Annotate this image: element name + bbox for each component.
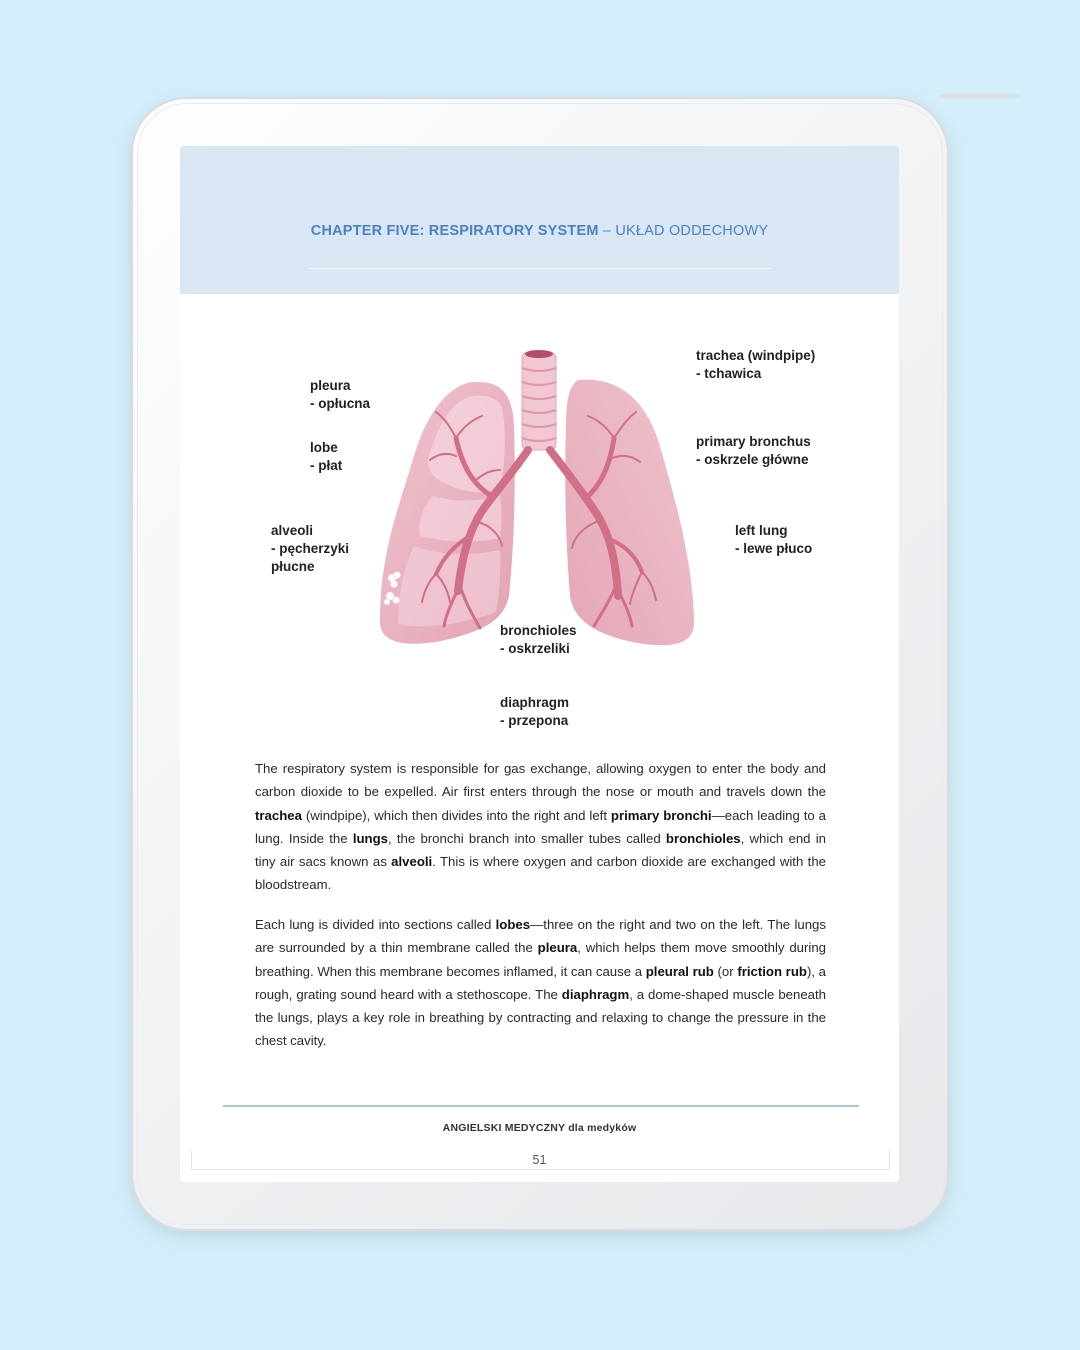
header-divider	[308, 268, 771, 269]
tablet-power-button	[939, 94, 1019, 98]
label-primary-bronchus: primary bronchus - oskrzele główne	[696, 434, 811, 467]
bold-term: pleura	[537, 940, 578, 956]
label-pleura: pleura - opłucna	[310, 378, 370, 411]
text-run: , the bronchi branch into smaller tubes called	[387, 830, 666, 846]
left-lung	[565, 380, 694, 646]
text-run: ), a rough, grating sound heard with a stethoscope. The	[255, 963, 826, 1002]
text-run: , which end in tiny air sacs known as	[255, 830, 826, 870]
bold-term: trachea	[255, 807, 302, 823]
label-bronchioles: bronchioles - oskrzeliki	[500, 623, 577, 656]
bold-term: alveoli	[391, 854, 433, 870]
paragraph-lobes-pleura	[255, 913, 826, 1053]
chapter-title-english: CHAPTER FIVE: RESPIRATORY SYSTEM	[310, 223, 599, 239]
bold-term: diaphragm	[561, 986, 630, 1002]
label-lobe: lobe - płat	[310, 440, 343, 473]
text-run: The respiratory system is responsible for gas exchange, allowing oxygen to enter the body and carbon dioxide to be expelled. Air first enters through the nose or mouth and travels down the	[255, 761, 826, 800]
text-run: , a dome-shaped muscle beneath the lungs, plays a key role in breathing by contracting and relaxing to change the pressure in the chest cavity.	[255, 986, 826, 1049]
text-run: —each leading to a lung. Inside the	[255, 807, 826, 846]
page-number: 51	[532, 1153, 547, 1167]
text-run: —three on the right and two on the left. The lungs are surrounded by a thin membrane called the	[255, 917, 826, 956]
chapter-title-polish: – UKŁAD ODDECHOWY	[598, 223, 769, 239]
label-trachea: trachea (windpipe) - tchawica	[696, 348, 816, 381]
bold-term: primary bronchi	[610, 807, 712, 823]
paragraph-gas-exchange	[255, 757, 826, 897]
footer-book-title: ANGIELSKI MEDYCZNY dla medyków	[442, 1122, 637, 1134]
trachea	[522, 352, 556, 450]
chapter-header	[180, 146, 899, 294]
label-left-lung: left lung - lewe płuco	[735, 523, 813, 556]
text-run: , which helps them move smoothly during breathing. When this membrane becomes inflamed, it can cause a	[255, 940, 826, 979]
text-run: Each lung is divided into sections called	[255, 917, 496, 932]
bold-term: lobes	[495, 917, 531, 932]
label-diaphragm: diaphragm - przepona	[500, 695, 570, 728]
text-run: (windpipe), which then divides into the right and left	[301, 807, 611, 823]
bold-term: pleural rub	[645, 963, 714, 979]
chapter-title	[180, 223, 899, 239]
bold-term: friction rub	[737, 963, 807, 979]
text-run: (or	[713, 963, 738, 979]
ebook-page	[180, 146, 899, 1182]
lower-lobe	[398, 546, 500, 626]
footer-divider	[223, 1105, 859, 1107]
text-run: . This is where oxygen and carbon dioxide are exchanged with the bloodstream.	[255, 854, 826, 893]
label-alveoli: alveoli - pęcherzyki płucne	[271, 523, 350, 574]
bold-term: lungs	[352, 830, 388, 846]
lungs-illustration	[374, 346, 704, 656]
bold-term: bronchioles	[665, 830, 741, 846]
